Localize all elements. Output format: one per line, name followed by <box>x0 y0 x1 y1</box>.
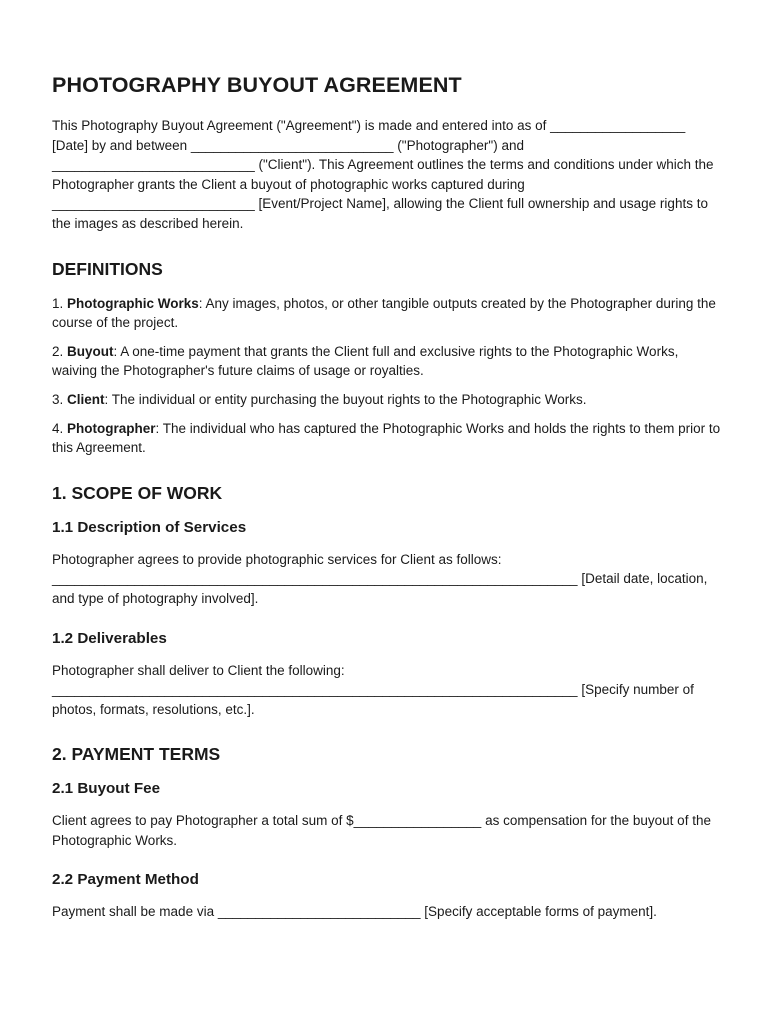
definition-term: Photographer <box>67 420 156 436</box>
definition-number: 3. <box>52 391 68 407</box>
definitions-heading: DEFINITIONS <box>52 258 163 279</box>
payment-method-heading: 2.2 Payment Method <box>52 871 199 889</box>
document-page <box>52 72 722 930</box>
definition-number: 4. <box>52 420 68 436</box>
deliverables-paragraph: Photographer shall deliver to Client the following: ______________________________________________________________________ [Specify number of photos, formats, resolutions, etc.]. <box>52 662 694 717</box>
buyout-fee-paragraph: Client agrees to pay Photographer a total sum of $_________________ as compensation for the buyout of the Photographic Works. <box>52 813 711 848</box>
buyout-fee-heading: 2.1 Buyout Fee <box>52 780 161 798</box>
definition-item <box>52 342 722 381</box>
definition-number: 2. <box>52 343 68 359</box>
definition-term: Buyout <box>67 343 114 359</box>
intro-paragraph: This Photography Buyout Agreement ("Agreement") is made and entered into as of __________________ [Date] by and between ___________________________ ("Photographer") and ___________________________ ("Client"). This Agreement outlines the terms and conditions under which the Photographer grants the Client a buyout of photographic works captured during ___________________________ [Event/Project Name], allowing the Client full ownership and usage rights to the images as described herein. <box>52 118 714 231</box>
services-heading: 1.1 Description of Services <box>52 518 247 536</box>
definition-term: Client <box>67 391 105 407</box>
definition-text: : The individual or entity purchasing the buyout rights to the Photographic Works. <box>104 391 587 407</box>
definition-item <box>52 294 722 333</box>
definition-item <box>52 419 722 458</box>
definition-text: : The individual who has captured the Photographic Works and holds the rights to them prior to this Agreement. <box>52 420 721 456</box>
deliverables-heading: 1.2 Deliverables <box>52 629 167 647</box>
payment-method-paragraph: Payment shall be made via ___________________________ [Specify acceptable forms of payment]. <box>52 904 657 920</box>
definition-term: Photographic Works <box>67 295 199 311</box>
definition-number: 1. <box>52 295 68 311</box>
document-title: PHOTOGRAPHY BUYOUT AGREEMENT <box>52 73 462 97</box>
services-paragraph: Photographer agrees to provide photographic services for Client as follows: ______________________________________________________________________ [Detail date, location, and type of photography involved]. <box>52 551 708 606</box>
payment-heading: 2. PAYMENT TERMS <box>52 744 221 765</box>
definition-text: : Any images, photos, or other tangible outputs created by the Photographer during the course of the project. <box>52 295 716 331</box>
definition-text: : A one-time payment that grants the Client full and exclusive rights to the Photographic Works, waiving the Photographer's future claims of usage or royalties. <box>52 343 679 379</box>
definition-item <box>52 390 722 410</box>
scope-heading: 1. SCOPE OF WORK <box>52 482 223 503</box>
definitions-list <box>52 294 722 458</box>
